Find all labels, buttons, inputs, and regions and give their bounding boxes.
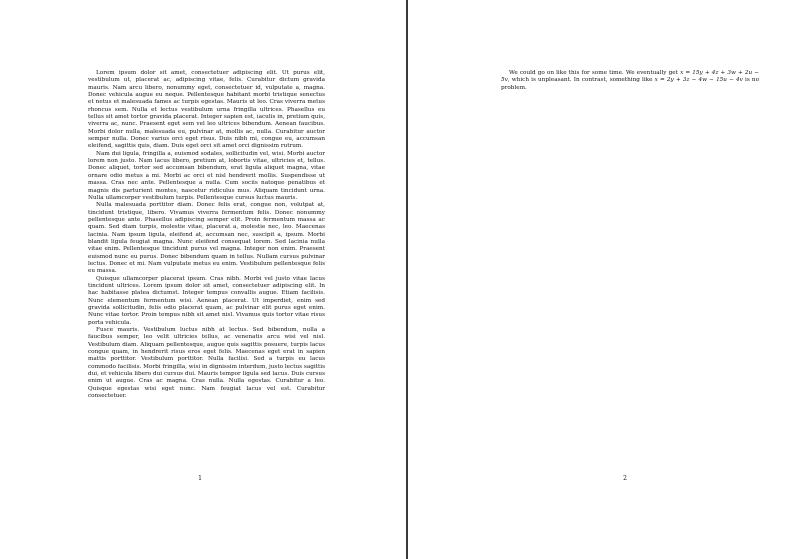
page-number: 1 [198, 475, 202, 482]
equation: x = 15y + 4z + 3w + 2u − 5v [501, 70, 760, 84]
right-page-body [501, 70, 759, 92]
paragraph: Nam dui ligula, fringilla a, euismod sodales, sollicitudin vel, wisi. Morbi auctor lorem non justo. Nam lacus libero, pretium at, lobortis vitae, ultricies et, tellus. Donec aliquet, tortor sed accumsan bibendum, erat ligula aliquet magna, vitae ornare odio metus a mi. Morbi ac orci et nisl hendrerit mollis. Suspendisse ut massa. Cras nec ante. Pellentesque a nulla. Cum sociis natoque penatibus et magnis dis parturient montes, nascetur ridiculus mus. Aliquam tincidunt urna. Nulla ullamcorper vestibulum turpis. Pellentesque cursus luctus mauris. [88, 150, 325, 201]
page-number: 2 [623, 475, 627, 482]
text-segment: We could go on like this for some time. We eventually get [509, 70, 681, 76]
paragraph [501, 70, 759, 92]
paragraph: Fusce mauris. Vestibulum luctus nibh at lectus. Sed bibendum, nulla a faucibus semper, leo velit ultricies tellus, ac venenatis arcu wisi vel nisl. Vestibulum diam. Aliquam pellentesque, augue quis sagittis posuere, turpis lacus congue quam, in hendrerit risus eros eget felis. Maecenas eget erat in sapien mattis porttitor. Vestibulum porttitor. Nulla facilisi. Sed a turpis eu lacus commodo facilisis. Morbi fringilla, wisi in dignissim interdum, justo lectus sagittis dui, et vehicula libero dui cursus dui. Mauris tempor ligula sed lacus. Duis cursus enim ut augue. Cras ac magna. Cras nulla. Nulla egestas. Curabitur a leo. Quisque egestas wisi eget nunc. Nam feugiat lacus vel est. Curabitur consectetuer. [88, 327, 325, 400]
paragraph: Nulla malesuada porttitor diam. Donec felis erat, congue non, volutpat at, tincidunt tristique, libero. Vivamus viverra fermentum felis. Donec nonummy pellentesque ante. Phasellus adipiscing semper elit. Proin fermentum massa ac quam. Sed diam turpis, molestie vitae, placerat a, molestie nec, leo. Maecenas lacinia. Nam ipsum ligula, eleifend at, accumsan nec, suscipit a, ipsum. Morbi blandit ligula feugiat magna. Nunc eleifend consequat lorem. Sed lacinia nulla vitae enim. Pellentesque tincidunt purus vel magna. Integer non enim. Praesent euismod nunc eu purus. Donec bibendum quam in tellus. Nullam cursus pulvinar lectus. Donec et mi. Nam vulputate metus eu enim. Vestibulum pellentesque felis eu massa. [88, 202, 325, 275]
equation: x = 2y + 3z − 4w − 15u − 4v [654, 77, 743, 84]
text-segment: , which is unpleasant. In contrast, something like [507, 77, 655, 84]
text-segment: is no problem. [501, 77, 760, 91]
right-page [408, 0, 800, 559]
paragraph: Quisque ullamcorper placerat ipsum. Cras nibh. Morbi vel justo vitae lacus tincidunt ultrices. Lorem ipsum dolor sit amet, consectetuer adipiscing elit. In hac habitasse platea dictumst. Integer tempus convallis augue. Etiam facilisis. Nunc elementum fermentum wisi. Aenean placerat. Ut imperdiet, enim sed gravida sollicitudin, felis odio placerat quam, ac pulvinar elit purus eget enim. Nunc vitae tortor. Proin tempus nibh sit amet nisl. Vivamus quis tortor vitae risus porta vehicula. [88, 275, 325, 326]
paragraph: Lorem ipsum dolor sit amet, consectetuer adipiscing elit. Ut purus elit, vestibulum ut, placerat ac, adipiscing vitae, felis. Curabitur dictum gravida mauris. Nam arcu libero, nonummy eget, consectetuer id, vulputate a, magna. Donec vehicula augue eu neque. Pellentesque habitant morbi tristique senectus et netus et malesuada fames ac turpis egestas. Mauris ut leo. Cras viverra metus rhoncus sem. Nulla et lectus vestibulum urna fringilla ultrices. Phasellus eu tellus sit amet tortor gravida placerat. Integer sapien est, iaculis in, pretium quis, viverra ac, nunc. Praesent eget sem vel leo ultrices bibendum. Aenean faucibus. Morbi dolor nulla, malesuada eu, pulvinar at, mollis ac, nulla. Curabitur auctor semper nulla. Donec varius orci eget risus. Duis nibh mi, congue eu, accumsan eleifend, sagittis quis, diam. Duis eget orci sit amet orci dignissim rutrum. [88, 70, 325, 150]
left-page-body [88, 70, 325, 400]
